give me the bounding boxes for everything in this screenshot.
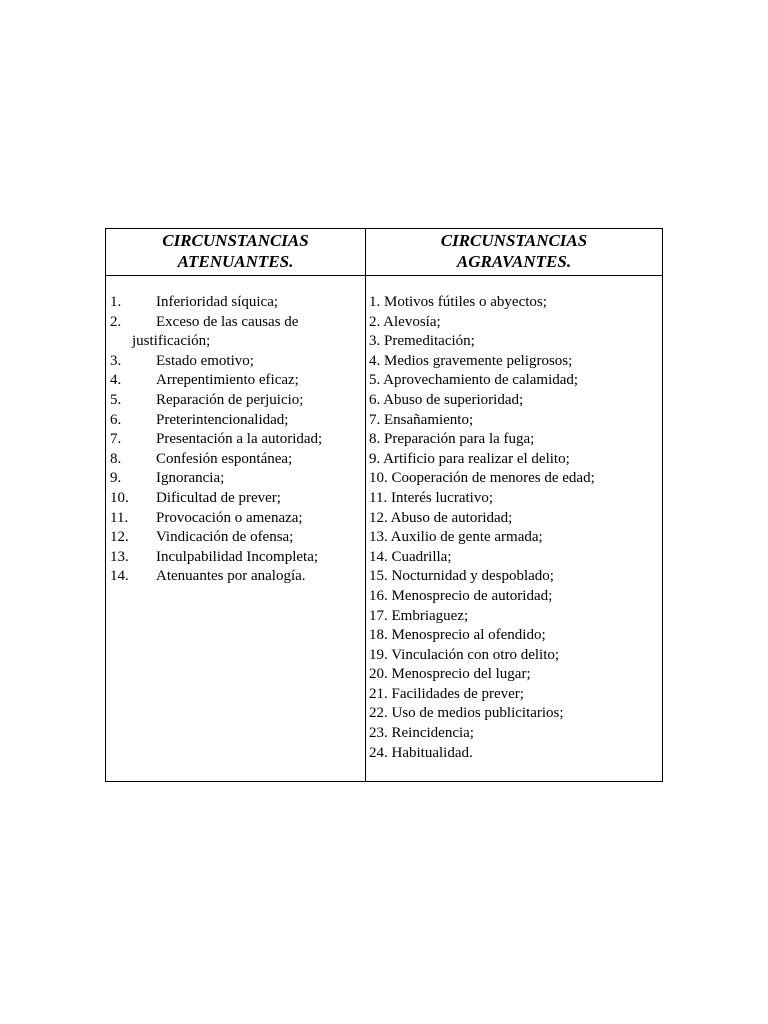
- agravante-item: 14. Cuadrilla;: [369, 548, 452, 565]
- atenuante-text: Preterintencionalidad;: [156, 411, 289, 428]
- atenuante-item: [110, 391, 362, 411]
- atenuante-item: [110, 293, 362, 313]
- atenuante-text: Estado emotivo;: [156, 352, 254, 369]
- header-agravantes: [366, 230, 662, 275]
- atenuante-number: 7.: [110, 431, 122, 448]
- atenuantes-list: [110, 293, 362, 587]
- atenuante-item: [110, 352, 362, 372]
- atenuante-text: Presentación a la autoridad;: [156, 431, 323, 448]
- atenuante-item: [110, 528, 362, 548]
- atenuante-number: 3.: [110, 352, 122, 369]
- atenuante-number: 4.: [110, 372, 122, 389]
- agravante-item: 13. Auxilio de gente armada;: [369, 529, 543, 546]
- atenuante-text: Inferioridad síquica;: [156, 294, 279, 310]
- atenuante-number: 2.: [110, 313, 122, 330]
- agravante-item: 10. Cooperación de menores de edad;: [369, 470, 595, 487]
- header-atenuantes: [106, 230, 365, 275]
- atenuante-number: 14.: [110, 568, 129, 585]
- agravante-item: 3. Premeditación;: [369, 333, 475, 350]
- header-agravantes-line-1: CIRCUNSTANCIAS: [440, 231, 588, 250]
- atenuante-number: 6.: [110, 411, 122, 428]
- atenuante-text: Inculpabilidad Incompleta;: [156, 548, 319, 565]
- atenuante-number: 5.: [110, 391, 122, 408]
- atenuante-number: 10.: [110, 489, 129, 506]
- atenuante-number: 13.: [110, 548, 129, 565]
- agravante-item: 16. Menosprecio de autoridad;: [369, 587, 553, 604]
- agravante-item: 20. Menosprecio del lugar;: [369, 666, 531, 683]
- atenuante-item: [110, 411, 362, 431]
- atenuante-item: [110, 430, 362, 450]
- column-divider: [365, 229, 366, 781]
- atenuante-text: Reparación de perjuicio;: [156, 391, 304, 408]
- atenuante-text: Atenuantes por analogía.: [156, 568, 306, 585]
- atenuante-text: Arrepentimiento eficaz;: [156, 372, 299, 389]
- agravante-item: 18. Menosprecio al ofendido;: [369, 627, 546, 644]
- atenuante-text: Vindicación de ofensa;: [156, 529, 294, 546]
- agravante-item: 5. Aprovechamiento de calamidad;: [369, 372, 579, 389]
- circumstances-table: [105, 228, 663, 782]
- agravante-item: 11. Interés lucrativo;: [369, 489, 493, 506]
- atenuante-text-continuation: justificación;: [132, 333, 211, 350]
- agravante-item: 12. Abuso de autoridad;: [369, 509, 513, 526]
- atenuante-number: 8.: [110, 450, 122, 467]
- agravante-item: 8. Preparación para la fuga;: [369, 431, 535, 448]
- agravante-item: 6. Abuso de superioridad;: [369, 391, 524, 408]
- atenuante-item: [110, 489, 362, 509]
- agravante-item: 9. Artificio para realizar el delito;: [369, 450, 570, 467]
- atenuante-text: Confesión espontánea;: [156, 450, 293, 467]
- header-agravantes-line-2: AGRAVANTES.: [456, 252, 572, 271]
- atenuante-item: [110, 371, 362, 391]
- agravante-item: 22. Uso de medios publicitarios;: [369, 705, 564, 722]
- agravante-item: 2. Alevosía;: [369, 313, 441, 330]
- header-divider: [106, 275, 662, 276]
- agravante-item: 21. Facilidades de prever;: [369, 685, 524, 702]
- agravante-item: 23. Reincidencia;: [369, 725, 474, 742]
- header-atenuantes-line-1: CIRCUNSTANCIAS: [162, 231, 309, 250]
- atenuante-item: [110, 509, 362, 529]
- atenuante-item: [110, 469, 362, 489]
- agravante-item: 24. Habitualidad.: [369, 744, 473, 761]
- atenuante-item: [110, 450, 362, 470]
- atenuante-number: 1.: [110, 294, 122, 310]
- atenuante-number: 12.: [110, 529, 129, 546]
- agravante-item: 1. Motivos fútiles o abyectos;: [369, 294, 547, 310]
- atenuante-item: [110, 567, 362, 587]
- atenuante-text: Provocación o amenaza;: [156, 509, 303, 526]
- agravante-item: 17. Embriaguez;: [369, 607, 469, 624]
- atenuante-text: Exceso de las causas de: [156, 313, 299, 330]
- atenuante-item: [110, 548, 362, 568]
- agravante-item: 4. Medios gravemente peligrosos;: [369, 352, 573, 369]
- agravantes-list: [369, 293, 661, 763]
- agravante-item: 19. Vinculación con otro delito;: [369, 646, 560, 663]
- agravante-item: 7. Ensañamiento;: [369, 411, 474, 428]
- atenuante-item: [110, 313, 362, 333]
- atenuante-number: 9.: [110, 470, 122, 487]
- atenuante-text: Dificultad de prever;: [156, 489, 281, 506]
- atenuante-text: Ignorancia;: [156, 470, 225, 487]
- atenuante-number: 11.: [110, 509, 129, 526]
- header-atenuantes-line-2: ATENUANTES.: [177, 252, 294, 271]
- agravante-item: 15. Nocturnidad y despoblado;: [369, 568, 554, 585]
